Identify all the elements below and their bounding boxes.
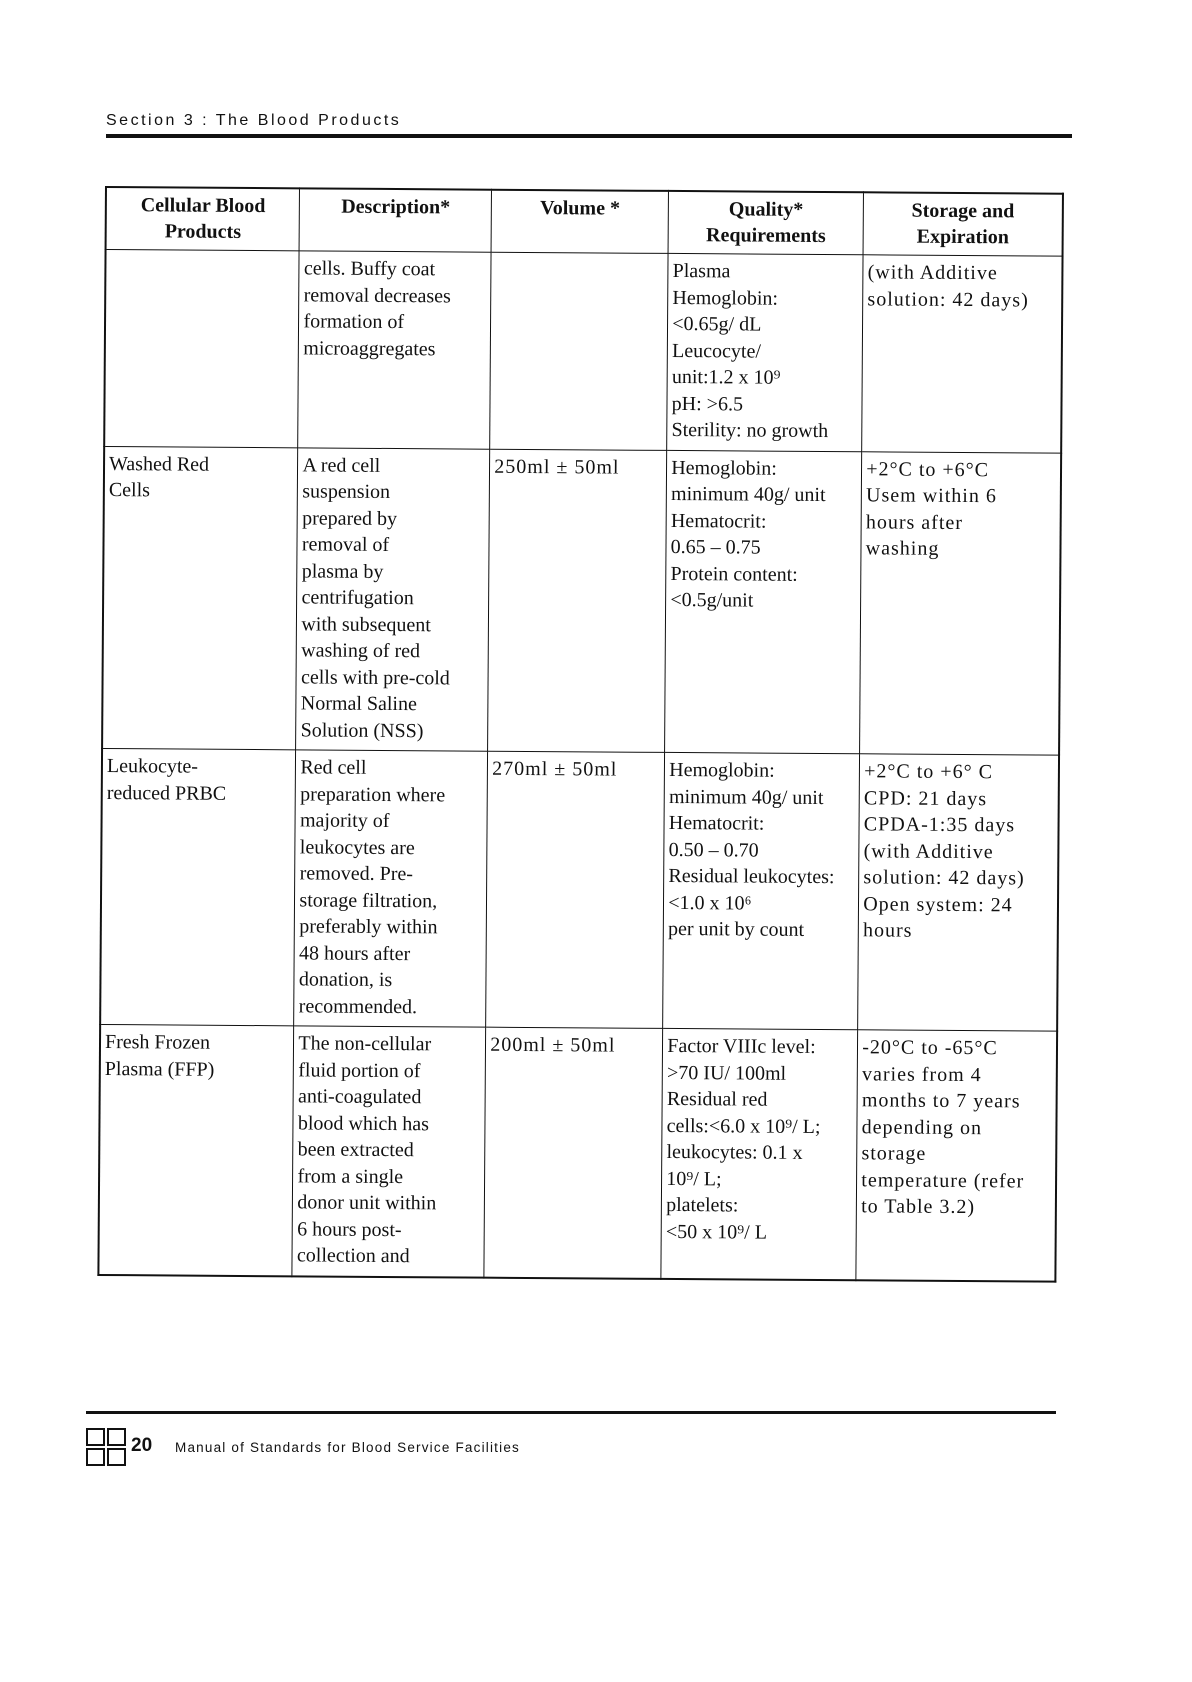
table-row — [104, 250, 1062, 453]
column-header-line: Expiration — [916, 225, 1009, 249]
cell-description — [294, 750, 488, 1027]
volume-line: 200ml ± 50ml — [490, 1033, 616, 1057]
quality-line: per unit by count — [667, 917, 805, 941]
cell-product — [98, 1024, 294, 1275]
column-header-line: Products — [164, 220, 242, 243]
storage-line: depending on — [861, 1115, 983, 1139]
cell-description — [292, 1026, 486, 1277]
storage-line: varies from 4 — [861, 1062, 982, 1086]
quality-line: Residual red — [666, 1087, 768, 1111]
manual-logo-icon — [86, 1428, 126, 1466]
column-header-line: Storage and — [911, 199, 1015, 223]
description-line: Solution (NSS) — [300, 718, 424, 742]
column-header-line: Description* — [341, 195, 451, 219]
column-header — [668, 191, 863, 255]
quality-line: >70 IU/ 100ml — [666, 1061, 787, 1085]
quality-line: Sterility: no growth — [671, 418, 829, 443]
quality-line: 0.65 – 0.75 — [670, 535, 761, 559]
column-header — [863, 192, 1063, 256]
table-row — [100, 748, 1059, 1031]
description-line: removed. Pre- — [299, 862, 414, 886]
quality-line: Hemoglobin: — [672, 286, 779, 310]
footer-rule — [86, 1411, 1056, 1414]
description-line: plasma by — [301, 559, 384, 583]
description-line: been extracted — [297, 1138, 414, 1162]
description-line: storage filtration, — [299, 888, 438, 912]
table-row — [102, 446, 1061, 755]
cell-quality — [667, 253, 863, 451]
storage-line: -20°C to -65°C — [862, 1036, 998, 1060]
quality-line: Factor VIIIc level: — [667, 1034, 816, 1058]
storage-line: to Table 3.2) — [861, 1195, 976, 1219]
quality-line: Hemoglobin: — [669, 758, 775, 782]
product-line: Leukocyte- — [106, 755, 199, 778]
description-line: cells. Buffy coat — [303, 257, 436, 281]
description-line: centrifugation — [301, 586, 414, 610]
storage-line: washing — [865, 537, 940, 560]
description-line: 48 hours after — [299, 941, 411, 965]
cell-product — [104, 250, 299, 448]
description-line: removal decreases — [303, 283, 451, 307]
quality-line: Hematocrit: — [670, 509, 767, 533]
storage-line: Open system: 24 — [863, 892, 1013, 916]
storage-line: Usem within 6 — [866, 484, 997, 508]
volume-line: 250ml ± 50ml — [494, 455, 620, 479]
description-line: blood which has — [297, 1111, 430, 1135]
cell-storage — [856, 1030, 1057, 1281]
quality-line: Protein content: — [670, 562, 798, 586]
cell-storage — [862, 255, 1063, 453]
storage-line: +2°C to +6° C — [864, 760, 994, 784]
cell-product — [102, 446, 298, 750]
description-line: formation of — [303, 310, 405, 334]
product-line: Plasma (FFP) — [104, 1057, 215, 1081]
footer-manual-title: Manual of Standards for Blood Service Facilities — [175, 1440, 520, 1455]
description-line: collection and — [296, 1244, 410, 1268]
cell-quality — [665, 450, 862, 754]
quality-line: 10⁹/ L; — [666, 1167, 722, 1190]
description-line: preparation where — [300, 782, 446, 806]
cell-product — [100, 748, 296, 1025]
description-line: fluid portion of — [298, 1058, 421, 1082]
description-line: preferably within — [299, 915, 438, 939]
description-line: 6 hours post- — [297, 1217, 402, 1241]
quality-line: Hematocrit: — [668, 811, 765, 835]
cell-quality — [663, 752, 860, 1029]
storage-line: temperature (refer — [861, 1168, 1025, 1192]
description-line: The non-cellular — [298, 1032, 432, 1056]
page-number: 20 — [131, 1435, 153, 1456]
description-line: prepared by — [302, 506, 398, 530]
quality-line: unit:1.2 x 10⁹ — [671, 365, 781, 389]
product-line: Washed Red — [108, 452, 210, 476]
quality-line: <50 x 10⁹/ L — [665, 1220, 768, 1244]
cell-description — [298, 251, 491, 449]
quality-line: leukocytes: 0.1 x — [666, 1140, 803, 1164]
quality-line: <1.0 x 10⁶ — [668, 891, 752, 915]
column-header-line: Cellular Blood — [140, 194, 266, 218]
quality-line: <0.5g/unit — [670, 588, 754, 612]
storage-line: hours after — [865, 510, 964, 534]
description-line: A red cell — [302, 453, 381, 477]
storage-line: (with Additive — [867, 261, 998, 285]
description-line: washing of red — [301, 639, 421, 663]
cell-volume — [490, 252, 668, 450]
quality-line: minimum 40g/ unit — [668, 785, 824, 809]
description-line: majority of — [299, 809, 390, 833]
storage-line: (with Additive — [863, 839, 994, 863]
description-line: donation, is — [298, 968, 393, 992]
description-line: Red cell — [300, 756, 367, 779]
cell-storage — [860, 451, 1061, 755]
description-line: leukocytes are — [299, 835, 415, 859]
description-line: microaggregates — [303, 336, 436, 360]
storage-line: solution: 42 days) — [867, 287, 1029, 311]
product-line: Fresh Frozen — [104, 1031, 211, 1054]
cell-quality — [661, 1028, 858, 1279]
storage-line: hours — [862, 919, 913, 942]
quality-line: platelets: — [666, 1193, 739, 1217]
description-line: with subsequent — [301, 612, 431, 636]
storage-line: CPDA-1:35 days — [863, 813, 1016, 837]
cell-storage — [858, 754, 1059, 1031]
quality-line: 0.50 – 0.70 — [668, 838, 759, 862]
product-line: reduced PRBC — [106, 781, 227, 805]
running-header: Section 3 : The Blood Products — [106, 112, 402, 129]
column-header — [106, 187, 300, 251]
product-line: Cells — [108, 479, 151, 502]
volume-line: 270ml ± 50ml — [492, 757, 618, 781]
storage-line: storage — [861, 1142, 927, 1165]
column-header-line: Requirements — [706, 224, 826, 248]
table-header-row — [106, 187, 1063, 256]
quality-line: Plasma — [672, 259, 731, 283]
column-header-line: Volume * — [540, 197, 621, 220]
quality-line: Residual leukocytes: — [668, 864, 835, 889]
table-body — [98, 250, 1062, 1282]
cell-volume — [486, 751, 665, 1028]
description-line: cells with pre-cold — [300, 665, 450, 689]
header-rule — [106, 134, 1072, 138]
quality-line: Hemoglobin: — [671, 456, 777, 480]
storage-line: months to 7 years — [861, 1089, 1021, 1113]
quality-line: pH: >6.5 — [671, 392, 744, 415]
cell-volume — [484, 1027, 663, 1278]
description-line: recommended. — [298, 994, 418, 1018]
storage-line: +2°C to +6°C — [866, 457, 990, 481]
description-line: suspension — [302, 480, 391, 503]
description-line: anti-coagulated — [298, 1085, 422, 1109]
quality-line: cells:<6.0 x 10⁹/ L; — [666, 1114, 821, 1138]
description-line: Normal Saline — [300, 692, 417, 716]
cell-description — [296, 447, 490, 751]
column-header-line: Quality* — [728, 198, 804, 221]
description-line: from a single — [297, 1164, 404, 1188]
description-line: removal of — [301, 533, 390, 556]
cell-volume — [488, 449, 667, 753]
table-row — [98, 1024, 1057, 1281]
column-header — [299, 188, 491, 252]
quality-line: minimum 40g/ unit — [671, 482, 826, 507]
description-line: donor unit within — [297, 1191, 437, 1215]
storage-line: CPD: 21 days — [863, 786, 988, 810]
quality-line: Leucocyte/ — [672, 339, 762, 363]
quality-line: <0.65g/ dL — [672, 312, 762, 336]
column-header — [491, 190, 668, 254]
storage-line: solution: 42 days) — [863, 866, 1025, 890]
blood-products-table — [97, 186, 1064, 1282]
